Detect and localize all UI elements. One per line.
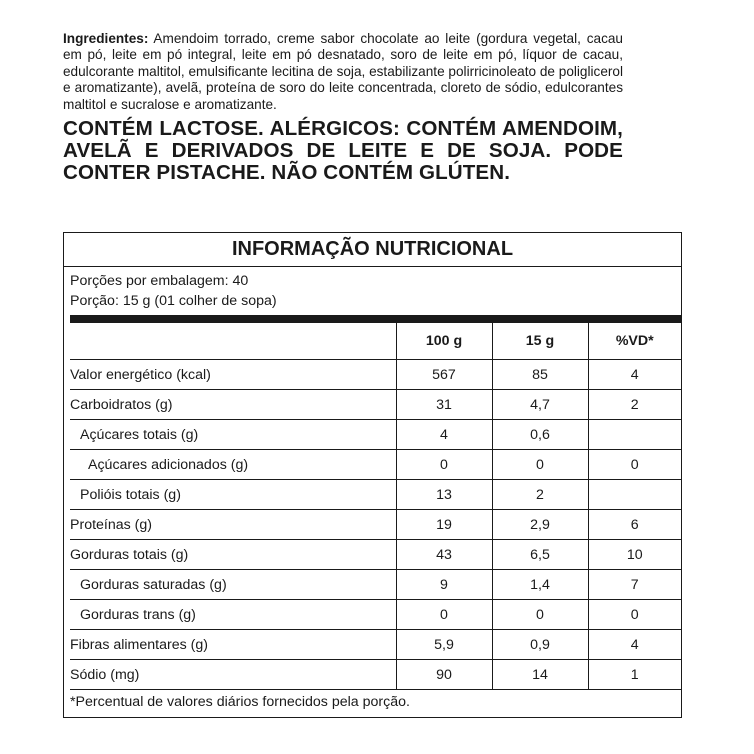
value-vd: 0	[588, 600, 681, 630]
value-vd: 10	[588, 540, 681, 570]
nutrient-label: Polióis totais (g)	[70, 480, 396, 510]
nutrition-title: INFORMAÇÃO NUTRICIONAL	[64, 233, 681, 267]
nutrition-table	[70, 323, 681, 690]
portion-info	[64, 267, 681, 311]
daily-value-footnote: *Percentual de valores diários fornecidos pela porção.	[70, 694, 410, 710]
table-row	[70, 420, 681, 450]
value-15g: 0,9	[492, 630, 588, 660]
header-100g: 100 g	[396, 323, 492, 360]
header-15g: 15 g	[492, 323, 588, 360]
divider-bar	[70, 315, 681, 323]
ingredients-label: Ingredientes:	[63, 31, 149, 46]
nutrient-label: Proteínas (g)	[70, 510, 396, 540]
value-15g: 6,5	[492, 540, 588, 570]
value-100g: 5,9	[396, 630, 492, 660]
table-row	[70, 630, 681, 660]
value-100g: 13	[396, 480, 492, 510]
allergen-warning: CONTÉM LACTOSE. ALÉRGICOS: CONTÉM AMENDOIM, AVELÃ E DERIVADOS DE LEITE E DE SOJA. PODE CONTER PISTACHE. NÃO CONTÉM GLÚTEN.	[63, 117, 623, 184]
value-100g: 31	[396, 390, 492, 420]
value-15g: 0,6	[492, 420, 588, 450]
table-row	[70, 480, 681, 510]
value-15g: 2	[492, 480, 588, 510]
value-100g: 9	[396, 570, 492, 600]
table-row	[70, 570, 681, 600]
value-vd: 2	[588, 390, 681, 420]
value-100g: 0	[396, 600, 492, 630]
serving-size: Porção: 15 g (01 colher de sopa)	[70, 293, 277, 309]
nutrient-label: Açúcares adicionados (g)	[70, 450, 396, 480]
value-vd	[588, 420, 681, 450]
value-15g: 85	[492, 360, 588, 390]
table-row	[70, 390, 681, 420]
value-vd: 4	[588, 360, 681, 390]
table-row	[70, 360, 681, 390]
value-vd: 0	[588, 450, 681, 480]
header-nutrient	[70, 323, 396, 360]
ingredients-text	[63, 31, 623, 113]
value-15g: 0	[492, 600, 588, 630]
value-100g: 90	[396, 660, 492, 690]
table-row	[70, 450, 681, 480]
nutrition-facts-panel	[63, 232, 682, 718]
value-100g: 567	[396, 360, 492, 390]
ingredients-list: Amendoim torrado, creme sabor chocolate ao leite (gordura vegetal, cacau em pó, leite em pó integral, leite em pó desnatado, soro de leite em pó, líquor de cacau, edulcorante maltitol, emulsificante lecitina de soja, estabilizante polirricinoleato de poliglicerol e aromatizante), avelã, proteína de soro do leite concentrada, cloreto de sódio, edulcorantes maltitol e sucralose e aromatizante.	[63, 31, 623, 112]
value-100g: 43	[396, 540, 492, 570]
nutrient-label: Gorduras trans (g)	[70, 600, 396, 630]
value-15g: 14	[492, 660, 588, 690]
value-15g: 0	[492, 450, 588, 480]
table-row	[70, 600, 681, 630]
value-100g: 19	[396, 510, 492, 540]
value-100g: 4	[396, 420, 492, 450]
servings-per-package: Porções por embalagem: 40	[70, 273, 249, 289]
value-15g: 4,7	[492, 390, 588, 420]
value-vd	[588, 480, 681, 510]
value-100g: 0	[396, 450, 492, 480]
nutrient-label: Gorduras totais (g)	[70, 540, 396, 570]
table-row	[70, 510, 681, 540]
header-vd: %VD*	[588, 323, 681, 360]
value-15g: 1,4	[492, 570, 588, 600]
nutrient-label: Açúcares totais (g)	[70, 420, 396, 450]
nutrient-label: Fibras alimentares (g)	[70, 630, 396, 660]
value-vd: 4	[588, 630, 681, 660]
table-row	[70, 660, 681, 690]
nutrient-label: Sódio (mg)	[70, 660, 396, 690]
value-vd: 7	[588, 570, 681, 600]
nutrient-label: Gorduras saturadas (g)	[70, 570, 396, 600]
value-15g: 2,9	[492, 510, 588, 540]
nutrient-label: Valor energético (kcal)	[70, 360, 396, 390]
nutrient-label: Carboidratos (g)	[70, 390, 396, 420]
value-vd: 1	[588, 660, 681, 690]
value-vd: 6	[588, 510, 681, 540]
table-header-row	[70, 323, 681, 360]
table-row	[70, 540, 681, 570]
